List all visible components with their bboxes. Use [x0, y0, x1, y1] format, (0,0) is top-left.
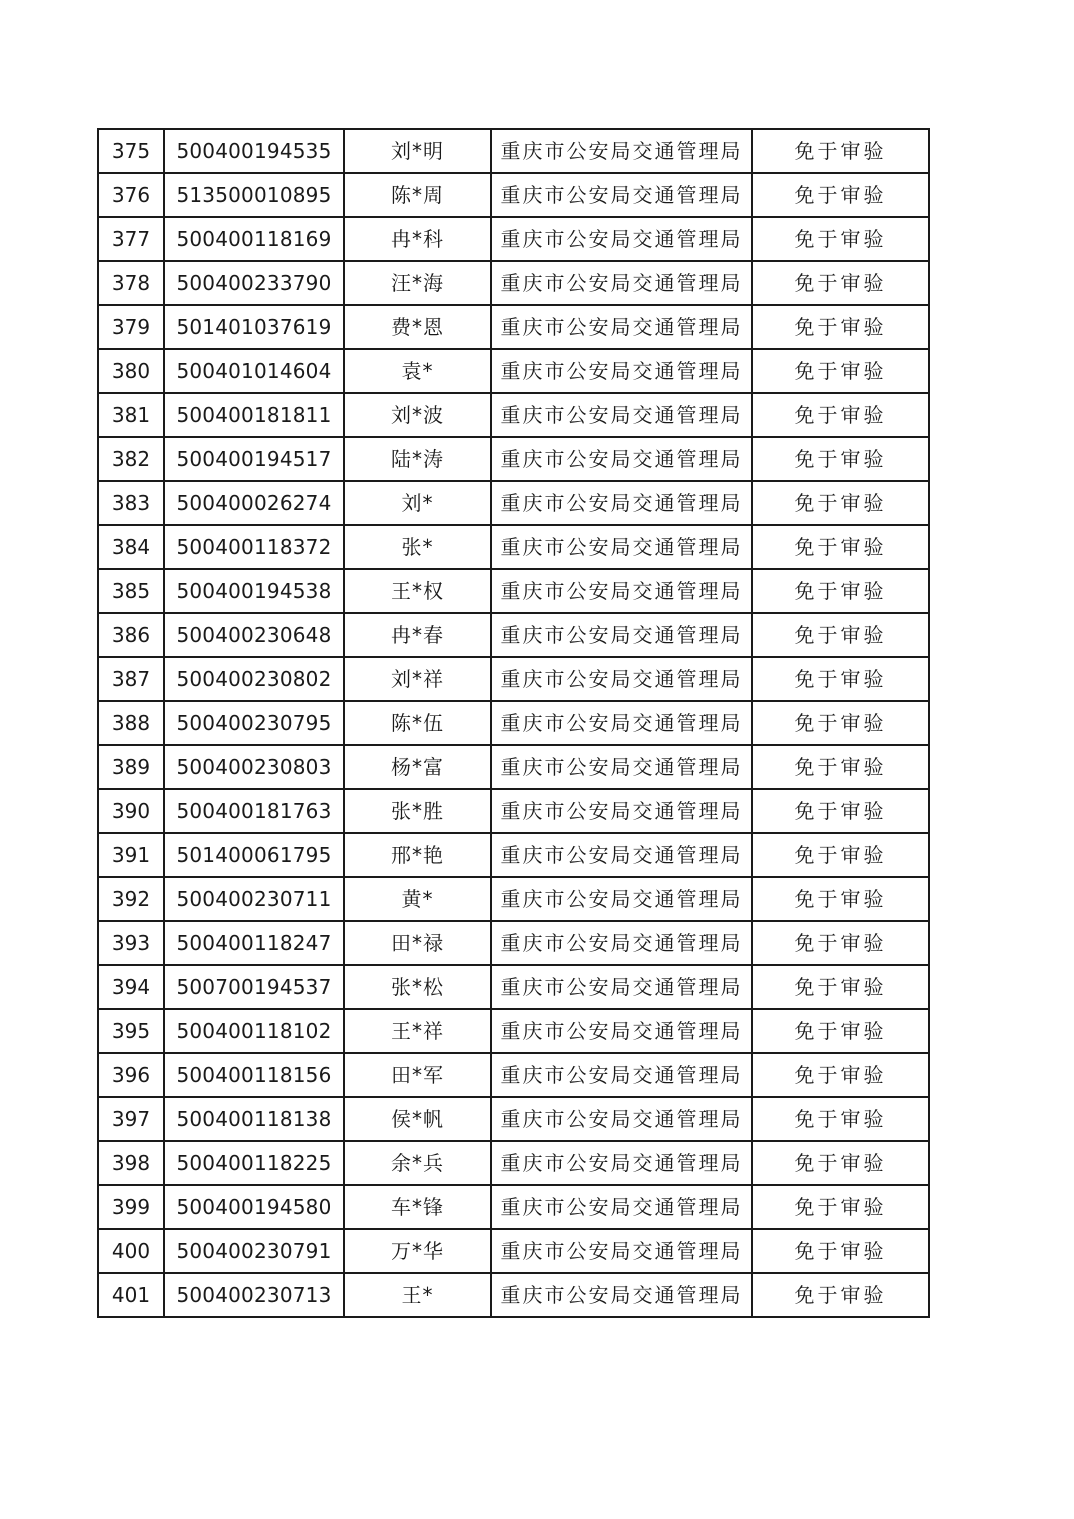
license-number-cell: 500400230711 — [164, 877, 344, 921]
review-status-cell: 免于审验 — [752, 1229, 929, 1273]
issuing-authority-cell: 重庆市公安局交通管理局 — [491, 261, 752, 305]
table-row — [98, 745, 929, 789]
person-name-cell: 冉*科 — [344, 217, 491, 261]
table-row — [98, 701, 929, 745]
row-number-cell: 379 — [98, 305, 164, 349]
issuing-authority-cell: 重庆市公安局交通管理局 — [491, 1141, 752, 1185]
table-row — [98, 921, 929, 965]
review-status-cell: 免于审验 — [752, 437, 929, 481]
person-name-cell: 张*胜 — [344, 789, 491, 833]
table-row — [98, 217, 929, 261]
issuing-authority-cell: 重庆市公安局交通管理局 — [491, 349, 752, 393]
issuing-authority-cell: 重庆市公安局交通管理局 — [491, 789, 752, 833]
row-number-cell: 382 — [98, 437, 164, 481]
issuing-authority-cell: 重庆市公安局交通管理局 — [491, 437, 752, 481]
table-row — [98, 1185, 929, 1229]
person-name-cell: 汪*海 — [344, 261, 491, 305]
row-number-cell: 384 — [98, 525, 164, 569]
issuing-authority-cell: 重庆市公安局交通管理局 — [491, 613, 752, 657]
table-row — [98, 1229, 929, 1273]
license-number-cell: 501400061795 — [164, 833, 344, 877]
row-number-cell: 380 — [98, 349, 164, 393]
person-name-cell: 刘* — [344, 481, 491, 525]
review-status-cell: 免于审验 — [752, 481, 929, 525]
table-row — [98, 877, 929, 921]
issuing-authority-cell: 重庆市公安局交通管理局 — [491, 921, 752, 965]
license-number-cell: 500400230713 — [164, 1273, 344, 1317]
license-number-cell: 500400118138 — [164, 1097, 344, 1141]
license-number-cell: 500400118102 — [164, 1009, 344, 1053]
issuing-authority-cell: 重庆市公安局交通管理局 — [491, 1009, 752, 1053]
review-status-cell: 免于审验 — [752, 921, 929, 965]
review-status-cell: 免于审验 — [752, 569, 929, 613]
row-number-cell: 386 — [98, 613, 164, 657]
issuing-authority-cell: 重庆市公安局交通管理局 — [491, 745, 752, 789]
review-status-cell: 免于审验 — [752, 1273, 929, 1317]
license-number-cell: 500400118156 — [164, 1053, 344, 1097]
license-number-cell: 500400118169 — [164, 217, 344, 261]
license-number-cell: 500400118247 — [164, 921, 344, 965]
review-status-cell: 免于审验 — [752, 1009, 929, 1053]
table-row — [98, 657, 929, 701]
license-number-cell: 500400230791 — [164, 1229, 344, 1273]
table-row — [98, 129, 929, 173]
license-number-cell: 500400181811 — [164, 393, 344, 437]
issuing-authority-cell: 重庆市公安局交通管理局 — [491, 481, 752, 525]
license-number-cell: 500400194535 — [164, 129, 344, 173]
table-row — [98, 261, 929, 305]
license-number-cell: 513500010895 — [164, 173, 344, 217]
issuing-authority-cell: 重庆市公安局交通管理局 — [491, 173, 752, 217]
person-name-cell: 陈*周 — [344, 173, 491, 217]
license-number-cell: 500400230802 — [164, 657, 344, 701]
row-number-cell: 381 — [98, 393, 164, 437]
row-number-cell: 375 — [98, 129, 164, 173]
row-number-cell: 397 — [98, 1097, 164, 1141]
row-number-cell: 393 — [98, 921, 164, 965]
issuing-authority-cell: 重庆市公安局交通管理局 — [491, 657, 752, 701]
issuing-authority-cell: 重庆市公安局交通管理局 — [491, 877, 752, 921]
license-number-cell: 500400118372 — [164, 525, 344, 569]
license-number-cell: 500400230648 — [164, 613, 344, 657]
license-number-cell: 500400194580 — [164, 1185, 344, 1229]
review-status-cell: 免于审验 — [752, 613, 929, 657]
row-number-cell: 383 — [98, 481, 164, 525]
table-row — [98, 789, 929, 833]
issuing-authority-cell: 重庆市公安局交通管理局 — [491, 1053, 752, 1097]
person-name-cell: 王* — [344, 1273, 491, 1317]
person-name-cell: 费*恩 — [344, 305, 491, 349]
row-number-cell: 401 — [98, 1273, 164, 1317]
license-number-cell: 500400230803 — [164, 745, 344, 789]
license-number-cell: 500700194537 — [164, 965, 344, 1009]
row-number-cell: 388 — [98, 701, 164, 745]
review-status-cell: 免于审验 — [752, 393, 929, 437]
review-status-cell: 免于审验 — [752, 217, 929, 261]
issuing-authority-cell: 重庆市公安局交通管理局 — [491, 1273, 752, 1317]
row-number-cell: 377 — [98, 217, 164, 261]
person-name-cell: 杨*富 — [344, 745, 491, 789]
table-row — [98, 1053, 929, 1097]
row-number-cell: 391 — [98, 833, 164, 877]
issuing-authority-cell: 重庆市公安局交通管理局 — [491, 965, 752, 1009]
table-row — [98, 1097, 929, 1141]
table-row — [98, 481, 929, 525]
license-number-cell: 500400118225 — [164, 1141, 344, 1185]
roster-table-body — [98, 129, 929, 1317]
table-row — [98, 437, 929, 481]
table-row — [98, 833, 929, 877]
person-name-cell: 田*禄 — [344, 921, 491, 965]
review-status-cell: 免于审验 — [752, 701, 929, 745]
person-name-cell: 冉*春 — [344, 613, 491, 657]
table-row — [98, 569, 929, 613]
issuing-authority-cell: 重庆市公安局交通管理局 — [491, 833, 752, 877]
row-number-cell: 385 — [98, 569, 164, 613]
table-row — [98, 349, 929, 393]
table-row — [98, 173, 929, 217]
table-row — [98, 1273, 929, 1317]
review-status-cell: 免于审验 — [752, 745, 929, 789]
review-status-cell: 免于审验 — [752, 965, 929, 1009]
issuing-authority-cell: 重庆市公安局交通管理局 — [491, 393, 752, 437]
license-number-cell: 500400194538 — [164, 569, 344, 613]
table-row — [98, 965, 929, 1009]
roster-table — [97, 128, 930, 1318]
table-row — [98, 393, 929, 437]
person-name-cell: 张* — [344, 525, 491, 569]
issuing-authority-cell: 重庆市公安局交通管理局 — [491, 217, 752, 261]
person-name-cell: 黄* — [344, 877, 491, 921]
review-status-cell: 免于审验 — [752, 657, 929, 701]
review-status-cell: 免于审验 — [752, 129, 929, 173]
person-name-cell: 袁* — [344, 349, 491, 393]
table-row — [98, 613, 929, 657]
person-name-cell: 田*军 — [344, 1053, 491, 1097]
row-number-cell: 398 — [98, 1141, 164, 1185]
person-name-cell: 王*权 — [344, 569, 491, 613]
person-name-cell: 侯*帆 — [344, 1097, 491, 1141]
review-status-cell: 免于审验 — [752, 1097, 929, 1141]
issuing-authority-cell: 重庆市公安局交通管理局 — [491, 569, 752, 613]
issuing-authority-cell: 重庆市公安局交通管理局 — [491, 1185, 752, 1229]
review-status-cell: 免于审验 — [752, 173, 929, 217]
review-status-cell: 免于审验 — [752, 525, 929, 569]
issuing-authority-cell: 重庆市公安局交通管理局 — [491, 1097, 752, 1141]
review-status-cell: 免于审验 — [752, 1185, 929, 1229]
table-row — [98, 525, 929, 569]
person-name-cell: 张*松 — [344, 965, 491, 1009]
row-number-cell: 395 — [98, 1009, 164, 1053]
row-number-cell: 387 — [98, 657, 164, 701]
review-status-cell: 免于审验 — [752, 877, 929, 921]
row-number-cell: 390 — [98, 789, 164, 833]
review-status-cell: 免于审验 — [752, 1141, 929, 1185]
person-name-cell: 王*祥 — [344, 1009, 491, 1053]
license-number-cell: 500400233790 — [164, 261, 344, 305]
row-number-cell: 399 — [98, 1185, 164, 1229]
issuing-authority-cell: 重庆市公安局交通管理局 — [491, 701, 752, 745]
person-name-cell: 车*锋 — [344, 1185, 491, 1229]
row-number-cell: 396 — [98, 1053, 164, 1097]
person-name-cell: 刘*波 — [344, 393, 491, 437]
table-row — [98, 1009, 929, 1053]
row-number-cell: 389 — [98, 745, 164, 789]
issuing-authority-cell: 重庆市公安局交通管理局 — [491, 525, 752, 569]
person-name-cell: 余*兵 — [344, 1141, 491, 1185]
license-number-cell: 500401014604 — [164, 349, 344, 393]
license-number-cell: 500400230795 — [164, 701, 344, 745]
row-number-cell: 376 — [98, 173, 164, 217]
row-number-cell: 400 — [98, 1229, 164, 1273]
license-number-cell: 500400181763 — [164, 789, 344, 833]
row-number-cell: 394 — [98, 965, 164, 1009]
table-row — [98, 305, 929, 349]
license-number-cell: 500400194517 — [164, 437, 344, 481]
person-name-cell: 刘*明 — [344, 129, 491, 173]
review-status-cell: 免于审验 — [752, 349, 929, 393]
review-status-cell: 免于审验 — [752, 305, 929, 349]
review-status-cell: 免于审验 — [752, 789, 929, 833]
review-status-cell: 免于审验 — [752, 1053, 929, 1097]
license-number-cell: 501401037619 — [164, 305, 344, 349]
person-name-cell: 万*华 — [344, 1229, 491, 1273]
row-number-cell: 378 — [98, 261, 164, 305]
issuing-authority-cell: 重庆市公安局交通管理局 — [491, 305, 752, 349]
table-row — [98, 1141, 929, 1185]
issuing-authority-cell: 重庆市公安局交通管理局 — [491, 1229, 752, 1273]
person-name-cell: 邢*艳 — [344, 833, 491, 877]
license-number-cell: 500400026274 — [164, 481, 344, 525]
person-name-cell: 刘*祥 — [344, 657, 491, 701]
review-status-cell: 免于审验 — [752, 261, 929, 305]
issuing-authority-cell: 重庆市公安局交通管理局 — [491, 129, 752, 173]
person-name-cell: 陈*伍 — [344, 701, 491, 745]
person-name-cell: 陆*涛 — [344, 437, 491, 481]
review-status-cell: 免于审验 — [752, 833, 929, 877]
row-number-cell: 392 — [98, 877, 164, 921]
